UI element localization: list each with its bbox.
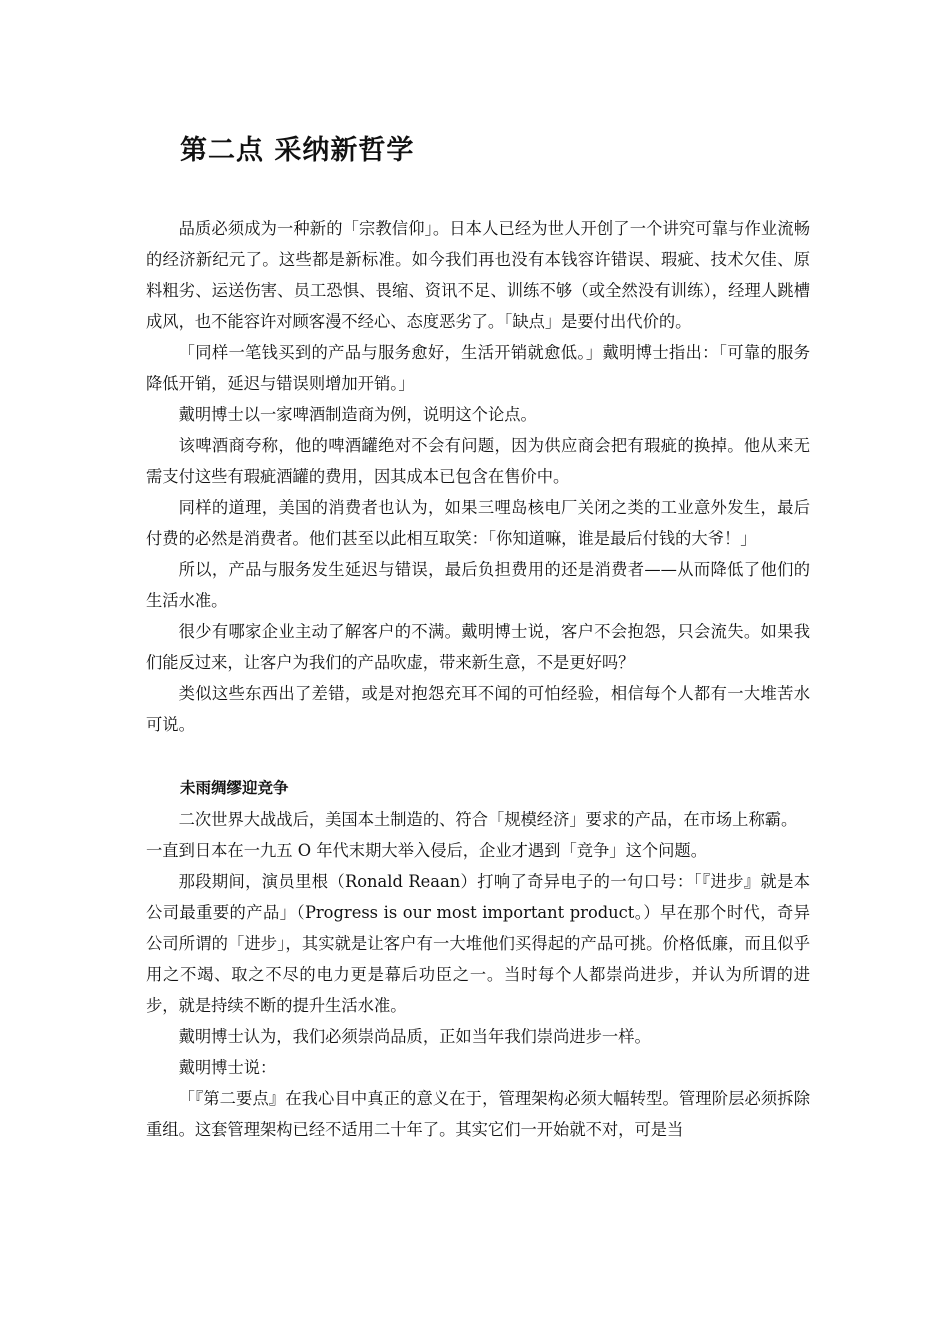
- paragraph: 那段期间，演员里根（Ronald Reaan）打响了奇异电子的一句口号：「『进步』就是本公司最重要的产品」（Progress is our most important product。）早在那个时代，奇异公司所谓的「进步」，其实就是让客户有一大堆他们买得起的产品可挑。价格低廉，而且似乎用之不竭、取之不尽的电力更是幕后功臣之一。当时每个人都崇尚进步，并认为所谓的进步，就是持续不断的提升生活水准。: [146, 872, 810, 1015]
- body-text: [146, 213, 810, 740]
- paragraph: 该啤酒商夸称，他的啤酒罐绝对不会有问题，因为供应商会把有瑕疵的换掉。他从来无需支付这些有瑕疵酒罐的费用，因其成本已包含在售价中。: [146, 436, 810, 486]
- paragraph: 一直到日本在一九五 O 年代末期大举入侵后，企业才遇到「竞争」这个问题。: [146, 841, 707, 860]
- page-title: 第二点 采纳新哲学: [180, 135, 415, 166]
- paragraph: 品质必须成为一种新的「宗教信仰」。日本人已经为世人开创了一个讲究可靠与作业流畅的经济新纪元了。这些都是新标准。如今我们再也没有本钱容许错误、瑕疵、技术欠佳、原料粗劣、运送伤害、员工恐惧、畏缩、资讯不足、训练不够（或全然没有训练），经理人跳槽成风，也不能容许对顾客漫不经心、态度恶劣了。「缺点」是要付出代价的。: [146, 219, 810, 331]
- document-page: [146, 128, 810, 1145]
- paragraph: 戴明博士认为，我们必须崇尚品质，正如当年我们崇尚进步一样。: [178, 1027, 651, 1046]
- section: [146, 773, 810, 1145]
- section-heading: 未雨绸缪迎竞争: [180, 779, 289, 797]
- paragraph: 「同样一笔钱买到的产品与服务愈好，生活开销就愈低。」戴明博士指出：「可靠的服务降低开销，延迟与错误则增加开销。」: [146, 343, 810, 393]
- paragraph: 类似这些东西出了差错，或是对抱怨充耳不闻的可怕经验，相信每个人都有一大堆苦水可说。: [146, 684, 810, 734]
- paragraph: 戴明博士说：: [178, 1058, 277, 1077]
- paragraph: 所以，产品与服务发生延迟与错误，最后负担费用的还是消费者——从而降低了他们的生活水准。: [146, 560, 810, 610]
- paragraph: 戴明博士以一家啤酒制造商为例，说明这个论点。: [178, 405, 537, 424]
- paragraph: 同样的道理，美国的消费者也认为，如果三哩岛核电厂关闭之类的工业意外发生，最后付费的必然是消费者。他们甚至以此相互取笑：「你知道嘛，谁是最后付钱的大爷！」: [146, 498, 810, 548]
- paragraph: 很少有哪家企业主动了解客户的不满。戴明博士说，客户不会抱怨，只会流失。如果我们能反过来，让客户为我们的产品吹虚，带来新生意，不是更好吗？: [146, 622, 810, 672]
- paragraph: 二次世界大战战后，美国本土制造的、符合「规模经济」要求的产品，在市场上称霸。: [178, 810, 798, 829]
- paragraph: 「『第二要点』在我心目中真正的意义在于，管理架构必须大幅转型。管理阶层必须拆除重组。这套管理架构已经不适用二十年了。其实它们一开始就不对，可是当: [146, 1089, 810, 1139]
